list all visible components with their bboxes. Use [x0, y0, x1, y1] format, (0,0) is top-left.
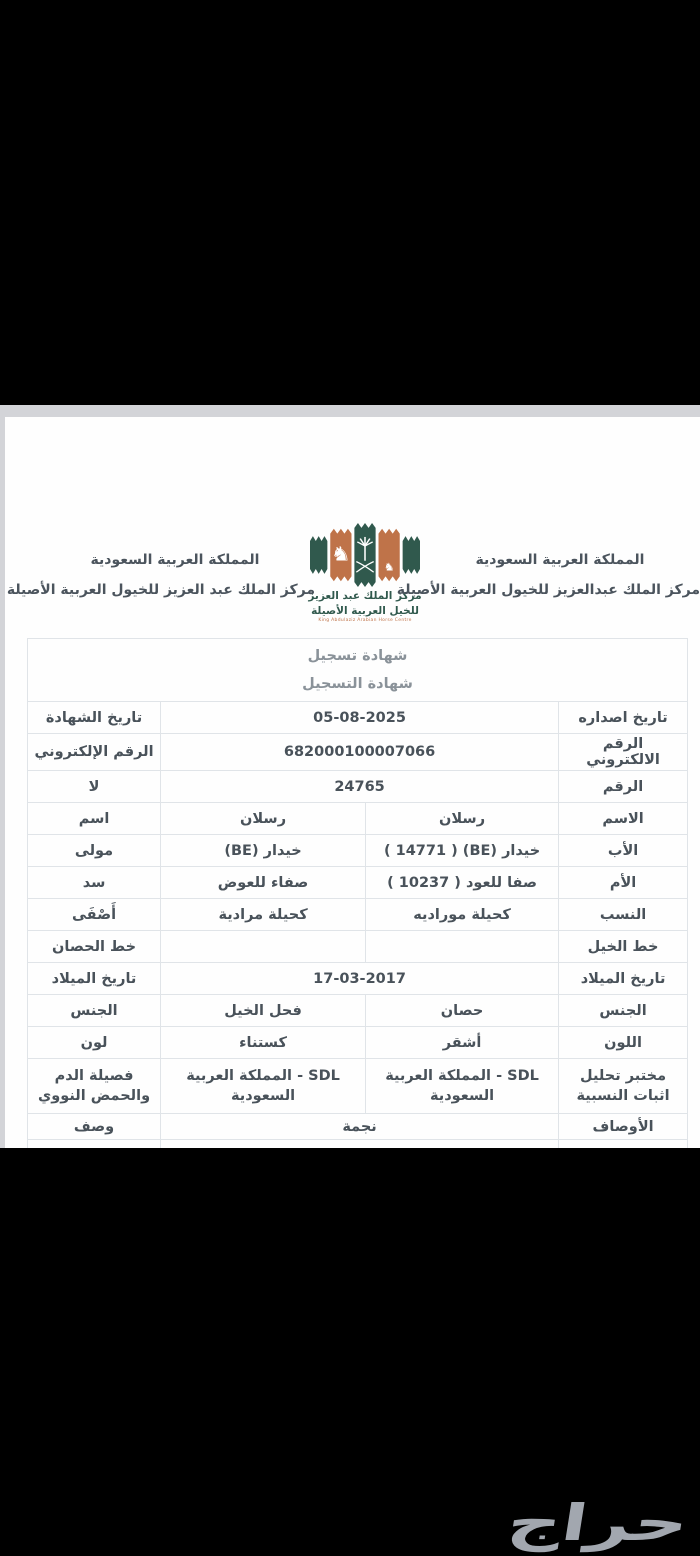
field-value: صفاء للعوض	[161, 867, 366, 899]
field-value	[161, 1140, 559, 1149]
field-label	[559, 1140, 688, 1149]
field-value: رسلان	[161, 803, 366, 835]
field-label: النسب	[559, 899, 688, 931]
field-value: كحيلة موراديه	[366, 899, 559, 931]
field-label: الجنس	[28, 995, 161, 1027]
field-label: الأب	[559, 835, 688, 867]
field-value: 682000100007066	[161, 734, 559, 771]
field-label: الأوصاف	[559, 1114, 688, 1140]
table-row	[28, 835, 688, 867]
kaahc-logo	[305, 523, 425, 624]
field-value: 05-08-2025	[161, 702, 559, 734]
table-row	[28, 734, 688, 771]
field-value: صفا للعود ( 10237 )	[366, 867, 559, 899]
field-label: تاريخ الشهادة	[28, 702, 161, 734]
org-header-right	[396, 545, 700, 605]
field-label: الجنس	[559, 995, 688, 1027]
logo-name-en: King Abdulaziz Arabian Horse Centre	[318, 618, 412, 623]
table-row	[28, 702, 688, 734]
field-label: الاسم	[559, 803, 688, 835]
field-value: رسلان	[366, 803, 559, 835]
field-value: فحل الخيل	[161, 995, 366, 1027]
field-label: خط الخيل	[559, 931, 688, 963]
org-right-center-name: مركز الملك عبدالعزيز للخيول العربية الأصيلة	[396, 582, 700, 598]
document-photo-area	[0, 405, 700, 1148]
field-value: خيدار (BE) ( 14771 )	[366, 835, 559, 867]
field-label: لا	[28, 771, 161, 803]
table-row	[28, 1114, 688, 1140]
field-label: الرقم	[559, 771, 688, 803]
org-left-center-name: مركز الملك عبد العزيز للخيول العربية الأصيلة	[6, 582, 315, 598]
field-value: SDL - المملكة العربية السعودية	[161, 1059, 366, 1114]
field-value: نجمة	[161, 1114, 559, 1140]
field-label: خط الحصان	[28, 931, 161, 963]
small-horse-icon: ♞	[383, 560, 395, 574]
field-label: وصف	[28, 1114, 161, 1140]
field-label: لون	[28, 1027, 161, 1059]
field-label: تاريخ الميلاد	[559, 963, 688, 995]
table-row-title	[28, 639, 688, 702]
field-label	[28, 1140, 161, 1149]
field-label: مولى	[28, 835, 161, 867]
field-label: مختبر تحليل اثبات النسبية	[559, 1059, 688, 1114]
field-value	[161, 931, 366, 963]
field-label: اسم	[28, 803, 161, 835]
field-value: SDL - المملكة العربية السعودية	[366, 1059, 559, 1114]
field-label: الأم	[559, 867, 688, 899]
field-value: حصان	[366, 995, 559, 1027]
field-label: سد	[28, 867, 161, 899]
haraj-watermark: حراج	[502, 1494, 693, 1552]
field-label: أَصْفَى	[28, 899, 161, 931]
table-row	[28, 931, 688, 963]
field-label: اللون	[559, 1027, 688, 1059]
field-value: 17-03-2017	[161, 963, 559, 995]
certificate-title-cell	[28, 639, 688, 702]
registration-table	[27, 638, 688, 1148]
table-row	[28, 771, 688, 803]
table-row	[28, 995, 688, 1027]
certificate-title: شهادة تسجيل	[307, 648, 408, 664]
horse-head-icon: ♞	[330, 543, 352, 567]
table-row	[28, 1059, 688, 1114]
banner-5	[403, 536, 420, 574]
table-row	[28, 803, 688, 835]
field-value: أشقر	[366, 1027, 559, 1059]
certificate-page	[5, 417, 700, 1148]
org-left-country: المملكة العربية السعودية	[90, 552, 260, 568]
table-row-partial	[28, 1140, 688, 1149]
org-header-left	[6, 545, 315, 605]
field-value: 24765	[161, 771, 559, 803]
field-value: خيدار (BE)	[161, 835, 366, 867]
table-row	[28, 899, 688, 931]
field-value	[366, 931, 559, 963]
field-label: تاريخ اصداره	[559, 702, 688, 734]
field-label: فصيلة الدم والحمض النووي	[28, 1059, 161, 1114]
field-label: الرقم الإلكتروني	[28, 734, 161, 771]
field-label: الرقم الالكتروني	[559, 734, 688, 771]
banner-4	[379, 529, 400, 582]
field-value: كحيلة مرادية	[161, 899, 366, 931]
table-row	[28, 867, 688, 899]
certificate-subtitle: شهادة التسجيل	[302, 676, 413, 692]
banner-1	[310, 536, 327, 574]
logo-name-ar-2: للخيل العربية الأصيلة	[311, 605, 419, 617]
logo-name-ar-1: مركز الملك عبد العزيز	[308, 590, 422, 602]
field-label: تاريخ الميلاد	[28, 963, 161, 995]
field-value: كستناء	[161, 1027, 366, 1059]
org-right-country: المملكة العربية السعودية	[475, 552, 645, 568]
table-row	[28, 1027, 688, 1059]
table-row	[28, 963, 688, 995]
